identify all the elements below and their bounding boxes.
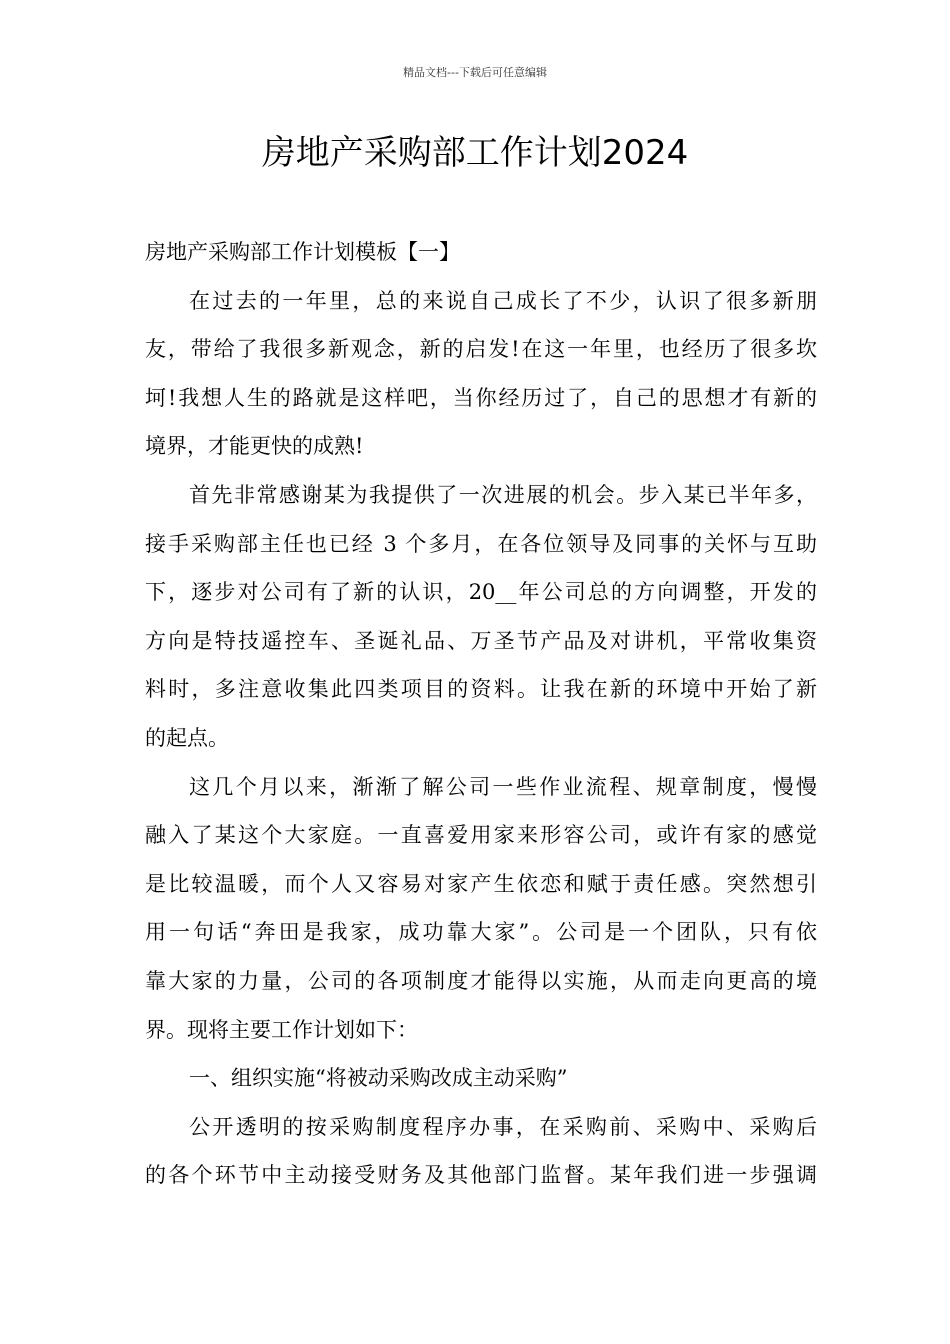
body-line: 境界，才能更快的成熟! [145, 434, 364, 459]
body-line: 友，带给了我很多新观念，新的启发!在这一年里，也经历了很多坎 [145, 337, 817, 362]
body-line: 公开透明的按采购制度程序办事，在采购前、采购中、采购后 [189, 1114, 817, 1139]
body-line: 融入了某这个大家庭。一直喜爱用家来形容公司，或许有家的感觉 [145, 823, 817, 848]
body-line: 靠大家的力量，公司的各项制度才能得以实施，从而走向更高的境 [145, 968, 817, 993]
body-line: 用一句话“奔田是我家，成功靠大家”。公司是一个团队，只有依 [145, 920, 817, 945]
body-line: 料时，多注意收集此四类项目的资料。让我在新的环境中开始了新 [145, 677, 817, 702]
body-line: 这几个月以来，渐渐了解公司一些作业流程、规章制度，慢慢 [189, 774, 817, 799]
document-title: 房地产采购部工作计划2024 [261, 133, 689, 173]
body-line: 首先非常感谢某为我提供了一次进展的机会。步入某已半年多， [189, 482, 817, 507]
header-note: 精品文档---下载后可任意编辑 [403, 66, 547, 79]
document-body [145, 228, 817, 1200]
body-line: 坷!我想人生的路就是这样吧，当你经历过了，自己的思想才有新的 [145, 385, 817, 410]
body-line: 是比较温暖，而个人又容易对家产生依恋和赋于责任感。突然想引 [145, 871, 817, 896]
body-line: 一、组织实施“将被动采购改成主动采购” [189, 1066, 568, 1091]
body-line: 房地产采购部工作计划模板【一】 [145, 240, 460, 264]
body-line: 的起点。 [145, 725, 229, 750]
body-line: 在过去的一年里，总的来说自己成长了不少，认识了很多新朋 [189, 288, 817, 313]
body-line: 方向是特技遥控车、圣诞礼品、万圣节产品及对讲机，平常收集资 [145, 628, 817, 653]
body-line: 的各个环节中主动接受财务及其他部门监督。某年我们进一步强调 [145, 1163, 817, 1188]
body-line: 接手采购部主任也已经 3 个多月，在各位领导及同事的关怀与互助 [145, 531, 817, 556]
body-line: 界。现将主要工作计划如下： [145, 1017, 418, 1042]
body-line: 下，逐步对公司有了新的认识，20__年公司总的方向调整，开发的 [145, 580, 817, 605]
